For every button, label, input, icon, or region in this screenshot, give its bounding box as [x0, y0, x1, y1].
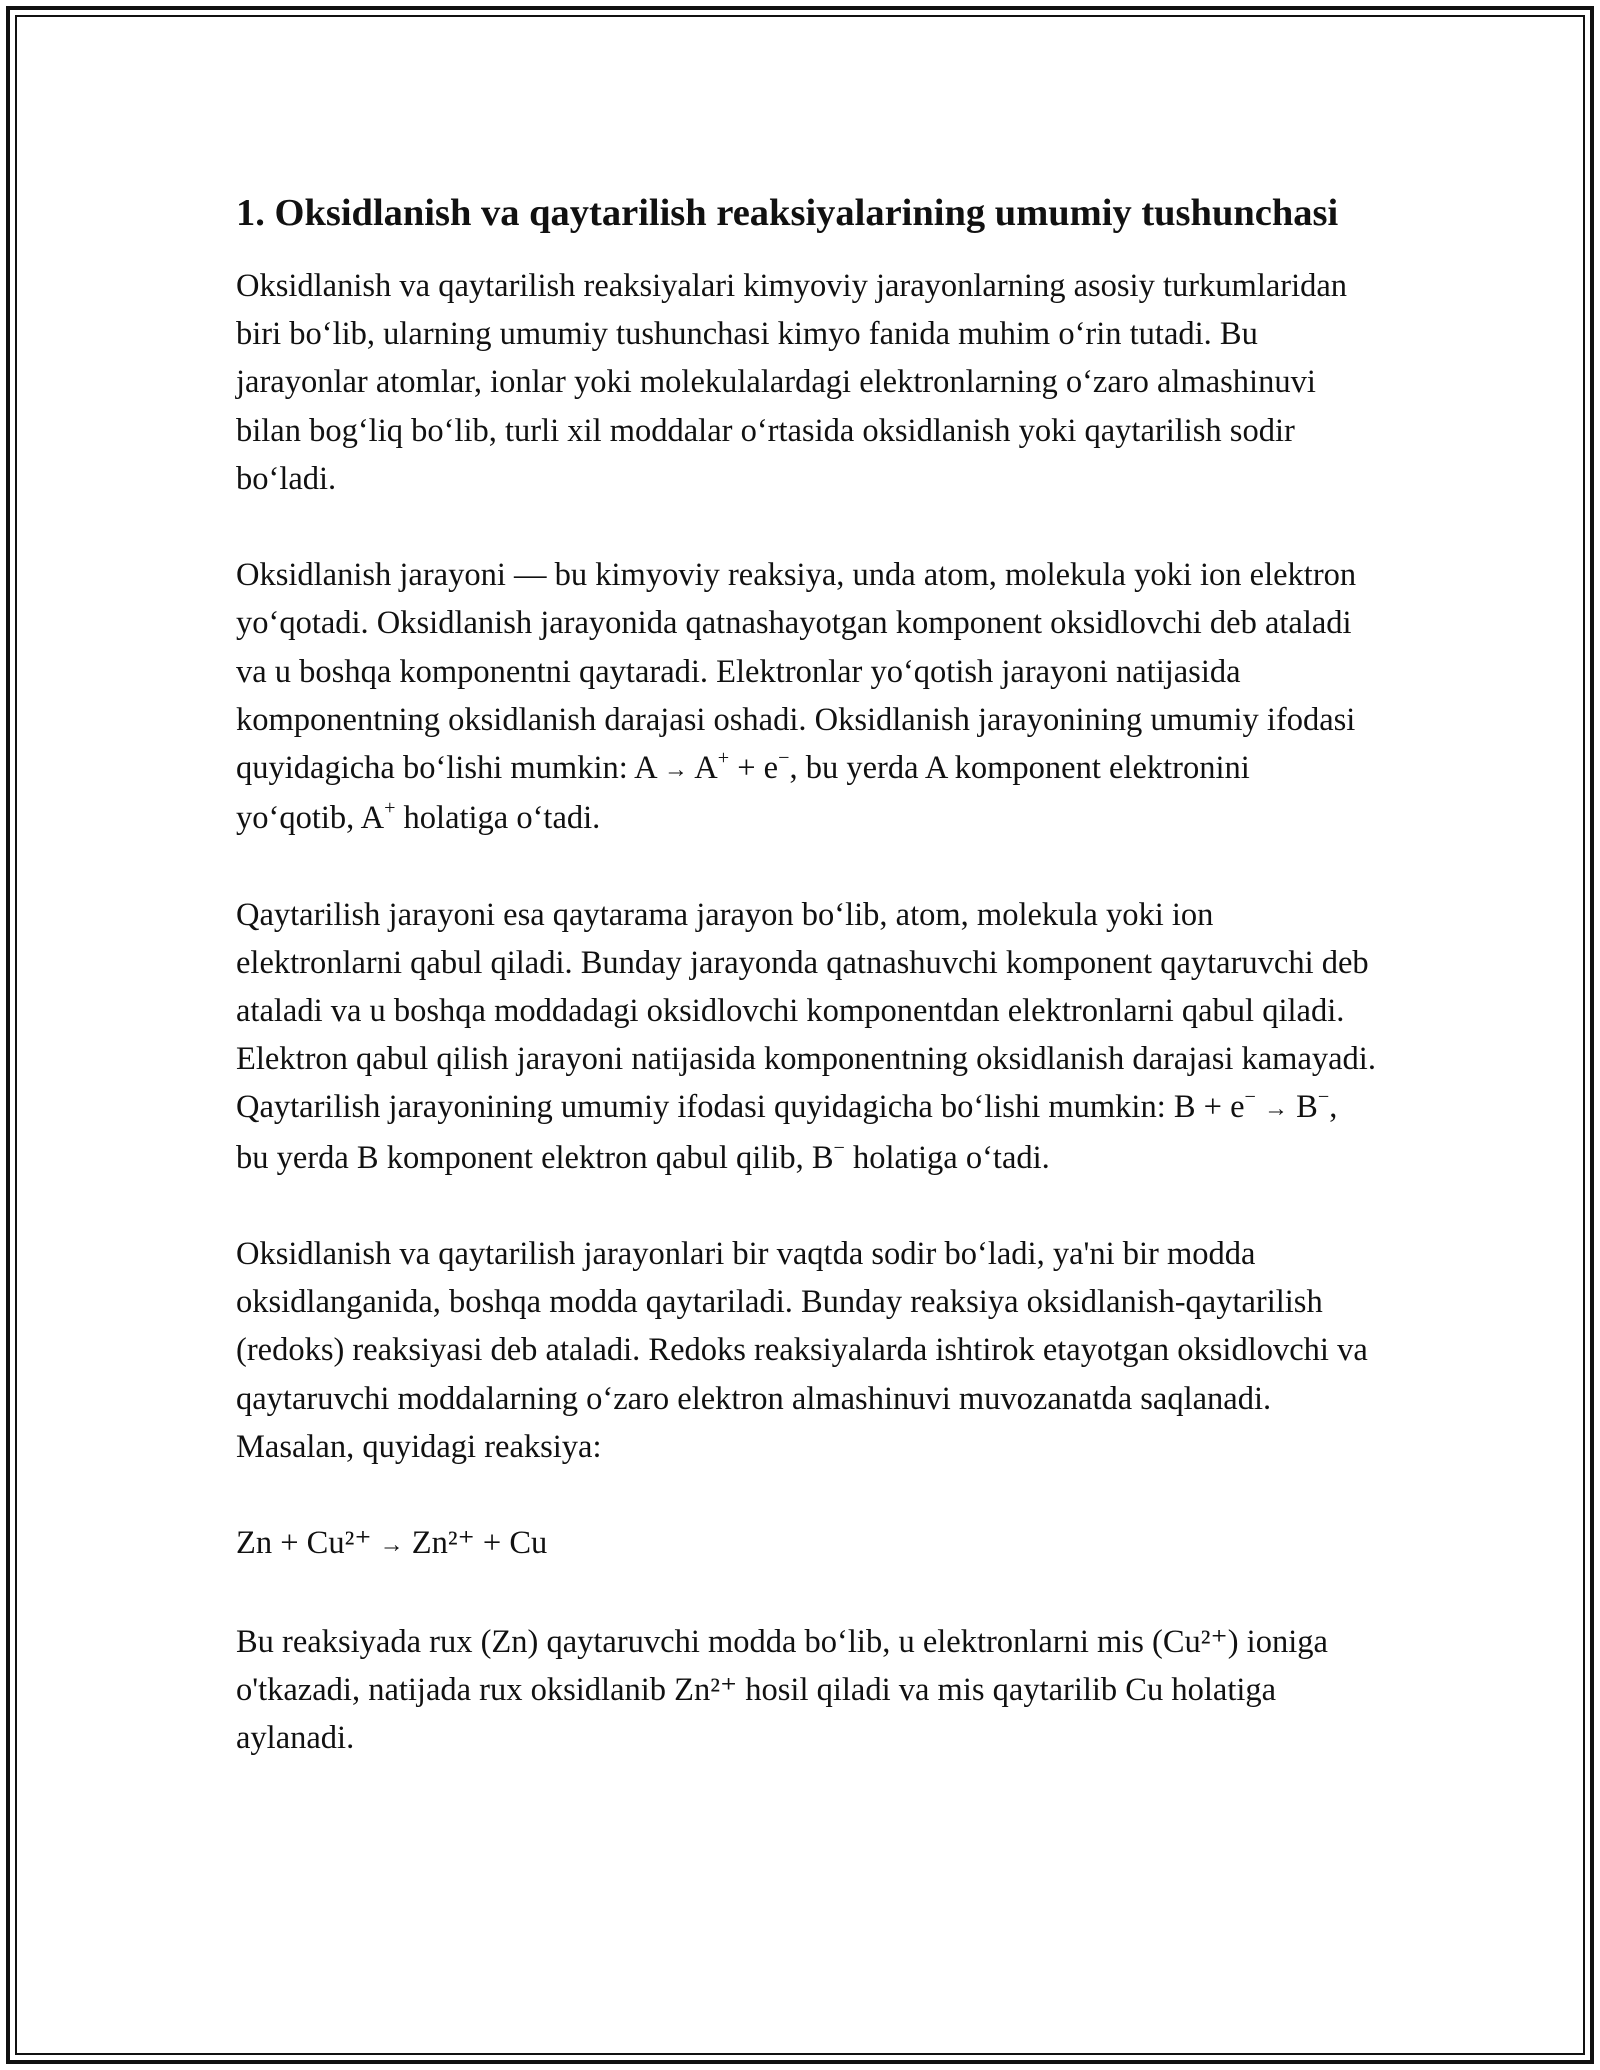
text-span: , bu yerda A komponent elektronini yo‘qotib, A [236, 750, 1250, 837]
section-title: 1. Oksidlanish va qaytarilish reaksiyalarining umumiy tushunchasi [236, 192, 1339, 234]
text-span [1256, 1089, 1264, 1125]
reaction-equation [236, 1519, 1376, 1569]
document-body [236, 186, 1376, 1810]
text-span: , bu yerda B komponent elektron qabul qilib, B [236, 1089, 1338, 1176]
paragraph-explanation: Bu reaksiyada rux (Zn) qaytaruvchi modda bo‘lib, u elektronlarni mis (Cu²⁺) ioniga o'tkazadi, natijada rux oksidlanib Zn²⁺ hosil qiladi va mis qaytarilib Cu holatiga aylanadi. [236, 1623, 1328, 1757]
arrow-icon: → [379, 1532, 404, 1559]
superscript-plus: + [384, 797, 396, 820]
text-span: holatiga o‘tadi. [395, 800, 601, 837]
arrow-icon: → [663, 757, 688, 784]
equation-left: Zn + Cu²⁺ [236, 1525, 380, 1562]
superscript-minus: − [1244, 1086, 1256, 1109]
text-span: + e [729, 750, 779, 787]
superscript-minus: − [833, 1136, 845, 1159]
paragraph-oxidation [236, 551, 1376, 842]
text-span: A [687, 750, 718, 787]
paragraph-reduction [236, 891, 1376, 1182]
text-span: Oksidlanish jarayoni — bu kimyoviy reaksiya, unda atom, molekula yoki ion elektron yo‘qotadi. Oksidlanish jarayonida qatnashayotgan komponent oksidlovchi deb ataladi va u boshqa komponentni qaytaradi. Elektronlar yo‘qotish jarayoni natijasida komponentning oksidlanish darajasi oshadi. Oksidlanish jarayonining umumiy ifodasi quyidagicha bo‘lishi mumkin: A [236, 557, 1357, 787]
text-span: B [1288, 1089, 1318, 1126]
text-span: Qaytarilish jarayoni esa qaytarama jarayon bo‘lib, atom, molekula yoki ion elektronlarni qabul qiladi. Bunday jarayonda qatnashuvchi komponent qaytaruvchi deb ataladi va u boshqa moddadagi oksidlovchi komponentdan elektronlarni qabul qiladi. Elektron qabul qilish jarayoni natijasida komponentning oksidlanish darajasi kamayadi. Qaytarilish jarayonining umumiy ifodasi quyidagicha bo‘lishi mumkin: B + e [236, 896, 1376, 1126]
arrow-icon: → [1264, 1096, 1289, 1123]
equation-right: Zn²⁺ + Cu [403, 1525, 548, 1562]
superscript-plus: + [717, 746, 730, 769]
paragraph-intro: Oksidlanish va qaytarilish reaksiyalari kimyoviy jarayonlarning asosiy turkumlaridan biri bo‘lib, ularning umumiy tushunchasi kimyo fanida muhim o‘rin tutadi. Bu jarayonlar atomlar, ionlar yoki molekulalardagi elektronlarning o‘zaro almashinuvi bilan bog‘liq bo‘lib, turli xil moddalar o‘rtasida oksidlanish yoki qaytarilish sodir bo‘ladi. [236, 268, 1348, 497]
superscript-minus: − [1317, 1086, 1330, 1109]
text-span: holatiga o‘tadi. [844, 1139, 1050, 1176]
superscript-minus: − [778, 746, 790, 769]
paragraph-redox: Oksidlanish va qaytarilish jarayonlari bir vaqtda sodir bo‘ladi, ya'ni bir modda oksidlanganida, boshqa modda qaytariladi. Bunday reaksiya oksidlanish-qaytarilish (redoks) reaksiyasi deb ataladi. Redoks reaksiyalarda ishtirok etayotgan oksidlovchi va qaytaruvchi moddalarning o‘zaro elektron almashinuvi muvozanatda saqlanadi. Masalan, quyidagi reaksiya: [236, 1236, 1368, 1465]
